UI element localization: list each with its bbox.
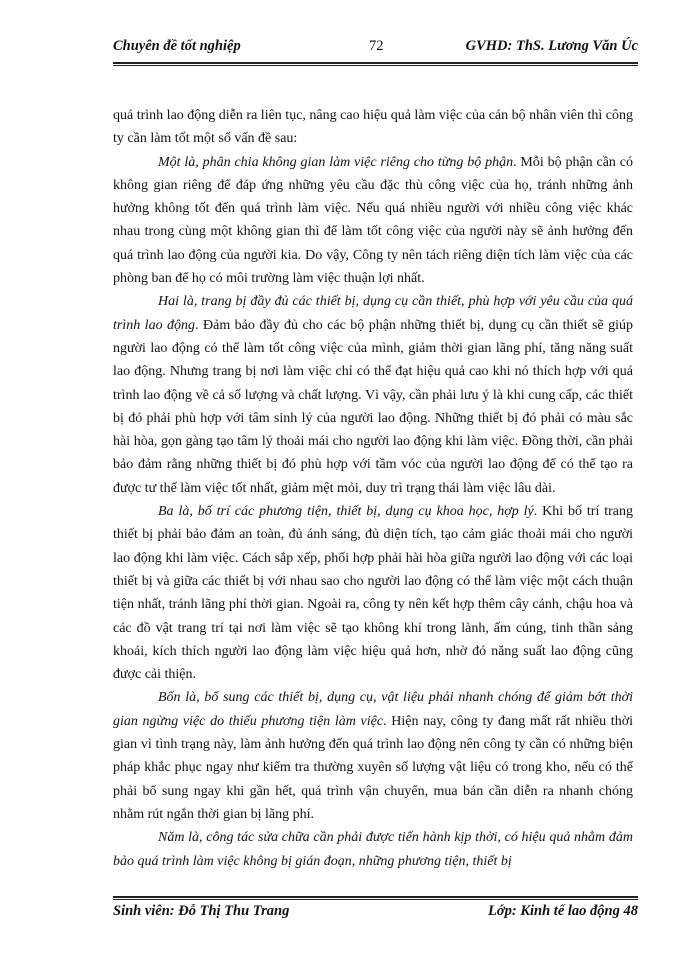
page-number: 72 [369,38,384,54]
paragraph-bon-la [113,686,633,826]
header-rule [113,62,638,64]
paragraph-text: . Mỗi bộ phận cần có không gian riêng để đáp ứng những yêu cầu đặc thù công việc của họ, tránh những ảnh hưởng không tốt đến quá trình làm việc. Nếu quá nhiều người với nhiều công việc khác nhau trong cùng một không gian thì để làm tốt công việc của người này sẽ ảnh hưởng đến quá trình lao động của người kia. Do vậy, Công ty nên tách riêng diện tích làm việc của các phòng ban để họ có môi trường làm việc thuận lợi nhất. [113,154,633,287]
paragraph-lead: Bốn là, bổ sung các thiết bị, dụng cụ, vật liệu phải nhanh chóng để giảm bớt thời gian ngừng việc do thiếu phương tiện làm việc [113,690,633,729]
page-header [113,38,638,60]
class-name: Lớp: Kinh tế lao động 48 [488,903,638,919]
paragraph-lead: Ba là, bố trí các phương tiện, thiết bị, dụng cụ khoa học, hợp lý [158,504,534,520]
paragraph-lead: Năm là, công tác sửa chữa cần phải được tiến hành kịp thời, có hiệu quả nhằm đảm bảo quá trình làm việc không bị gián đoạn, những phương tiện, thiết bị [113,830,633,869]
paragraph-mot-la [113,151,633,291]
paragraph-lead: Hai là, trang bị đầy đủ các thiết bị, dụng cụ cần thiết, phù hợp với yêu cầu của quá trình lao động [113,294,633,333]
paragraph-nam-la [113,826,633,873]
document-body [113,104,633,873]
paragraph-text: . Hiện nay, công ty đang mất rất nhiều thời gian vì tình trạng này, làm ảnh hưởng đến quá trình lao động nên công ty cần có những biện pháp khắc phục ngay như kiểm tra thường xuyên số lượng vật liệu có trong kho, nếu có thể phải bổ sung ngay khi gần hết, quá trình vận chuyển, mua bán cần diễn ra nhanh chóng nhằm rút ngắn thời gian bị lãng phí. [113,713,633,822]
paragraph-text: . Khi bố trí trang thiết bị phải bảo đảm an toàn, đủ ánh sáng, đủ diện tích, tạo cảm giác thoải mái cho người lao động khi làm việc. Cách sắp xếp, phối hợp phải hài hòa giữa người lao động với các loại thiết bị và giữa các thiết bị với nhau sao cho người lao động có thể làm việc một cách thuận tiện nhất, tránh lãng phí thời gian. Ngoài ra, công ty nên kết hợp thêm cây cảnh, chậu hoa và các đồ vật trang trí tại nơi làm việc sẽ tạo không khí trong lành, ấm cúng, tinh thần sảng khoái, kích thích người lao động làm việc hiệu quả hơn, nhờ đó năng suất lao động cũng được cải thiện. [113,504,634,683]
footer-rule-thin [113,899,638,900]
header-rule-thin [113,65,638,66]
paragraph-intro: quá trình lao động diễn ra liên tục, nâng cao hiệu quả làm việc của cán bộ nhân viên thì công ty cần làm tốt một số vấn đề sau: [113,108,633,147]
document-title: Chuyên đề tốt nghiệp [113,38,241,54]
student-name: Sinh viên: Đỗ Thị Thu Trang [113,903,290,919]
supervisor-name: GVHD: ThS. Lương Văn Úc [465,38,638,54]
footer-rule [113,896,638,898]
paragraph-text: . Đảm bảo đầy đủ cho các bộ phận những thiết bị, dụng cụ cần thiết sẽ giúp người lao động có thể làm tốt công việc của mình, giảm thời gian lãng phí, tăng năng suất lao động. Nhưng trang bị nơi làm việc chỉ có thể đạt hiệu quả cao khi nó thích hợp với quá trình lao động về cả số lượng và chất lượng. Vì vậy, cần phải lưu ý là khi cung cấp, các thiết bị đó phải phù hợp với tâm sinh lý của người lao động. Những thiết bị đó phải có màu sắc hài hòa, gọn gàng tạo tâm lý thoải mái cho người lao động khi làm việc. Đồng thời, cần phải bảo đảm rằng những thiết bị đó phù hợp với tầm vóc của người lao động để có thể tạo ra được tư thế làm việc tốt nhất, giảm mệt mỏi, duy trì trạng thái làm việc lâu dài. [113,317,633,496]
paragraph-hai-la [113,290,633,500]
paragraph-lead: Một là, phân chia không gian làm việc riêng cho từng bộ phận [158,154,514,170]
paragraph-ba-la [113,500,633,686]
